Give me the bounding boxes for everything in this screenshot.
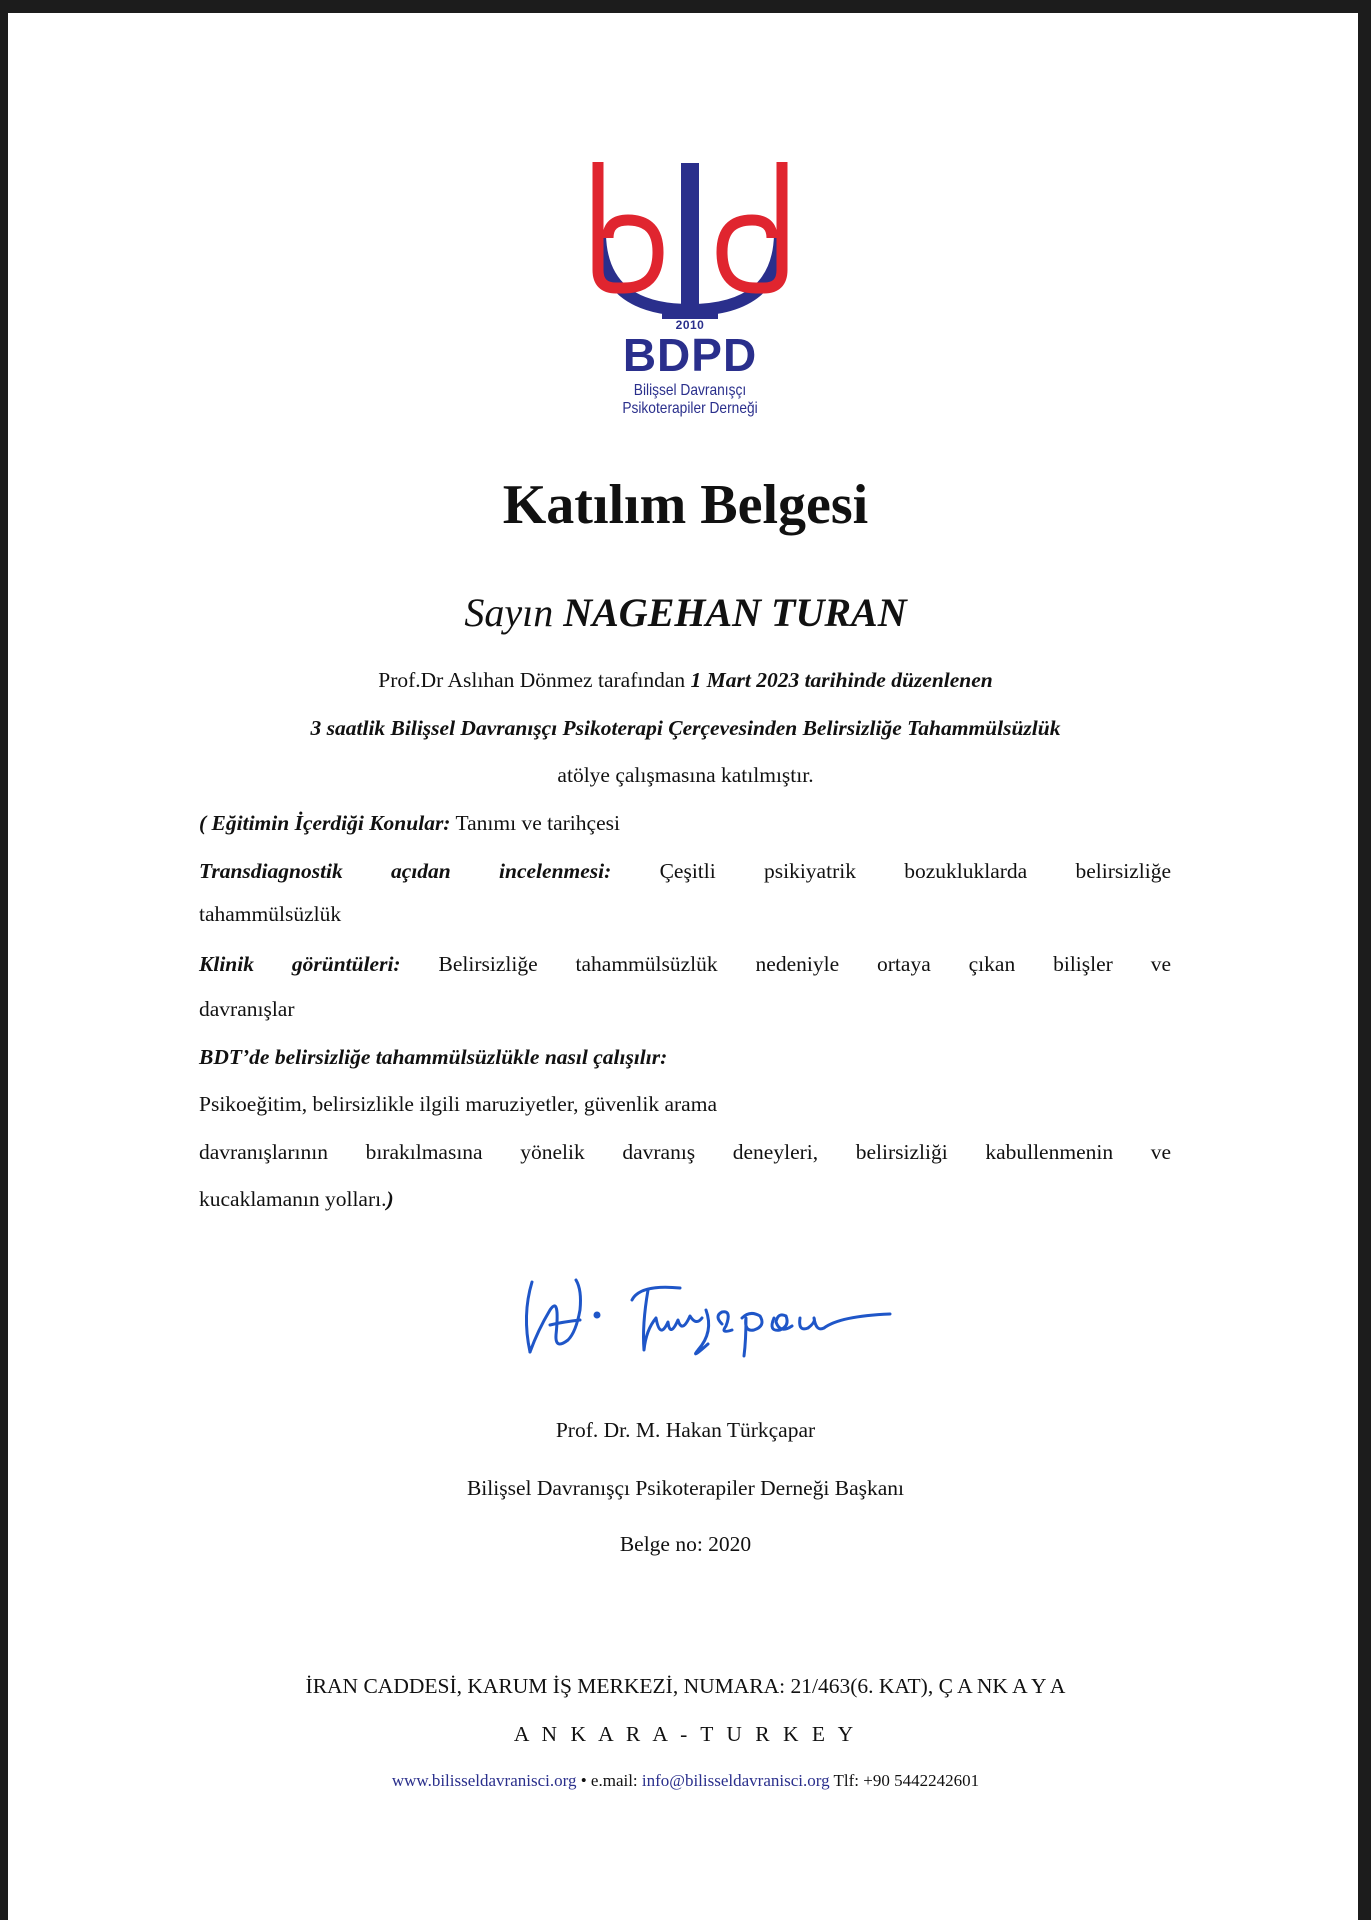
closing-parenthesis: ) — [386, 1187, 394, 1211]
logo-year: 2010 — [675, 318, 705, 332]
transdiagnostic-label: Transdiagnostik açıdan incelenmesi: — [199, 859, 612, 883]
logo-organization-name — [604, 382, 776, 418]
salutation-prefix: Sayın — [464, 590, 554, 635]
phone-number: Tlf: +90 5442242601 — [829, 1771, 980, 1790]
topics-line — [199, 809, 620, 837]
address-text: İRAN CADDESİ, KARUM İŞ MERKEZİ, NUMARA: 21/463(6. KAT), — [305, 1674, 934, 1698]
website-link[interactable]: www.bilisseldavranisci.org — [391, 1771, 577, 1790]
clinical-label: Klinik görüntüleri: — [199, 952, 401, 976]
clinical-continuation: davranışlar — [199, 997, 295, 1021]
workshop-title: 3 saatlik Bilişsel Davranışçı Psikoterapi Çerçevesinden Belirsizliğe Tahammülsüzlük — [310, 716, 1061, 740]
footer-contact — [0, 1770, 1371, 1792]
cbt-line-3 — [199, 1185, 394, 1213]
cbt-line-2: davranışlarının bırakılmasına yönelik davranış deneyleri, belirsizliği kabullenmenin ve — [199, 1140, 1171, 1164]
signer-name: Prof. Dr. M. Hakan Türkçapar — [555, 1418, 816, 1442]
clinical-line — [199, 950, 1171, 978]
logo-abbreviation: BDPD — [622, 329, 758, 381]
logo-name-line-2: Psikoterapiler Derneği — [622, 400, 758, 417]
body-line-1 — [0, 666, 1371, 694]
topics-label: ( Eğitimin İçerdiği Konular: — [199, 811, 451, 835]
topics-text: Tanımı ve tarihçesi — [455, 811, 620, 835]
certificate-title: Katılım Belgesi — [502, 474, 869, 536]
document-number: Belge no: 2020 — [619, 1532, 752, 1556]
bdpd-logo — [590, 160, 790, 425]
address-district: Ç A NK A Y A — [938, 1674, 1066, 1698]
transdiagnostic-text: Çeşitli psikiyatrik bozukluklarda belirsizliğe — [659, 859, 1172, 883]
instructor-text: Prof.Dr Aslıhan Dönmez tarafından — [378, 668, 686, 692]
signer-role: Bilişsel Davranışçı Psikoterapiler Derneği Başkanı — [466, 1476, 905, 1500]
salutation — [0, 588, 1371, 638]
cbt-line-1: Psikoeğitim, belirsizlikle ilgili maruziyetler, güvenlik arama — [199, 1092, 717, 1116]
participant-name: NAGEHAN TURAN — [563, 590, 907, 635]
cbt-line-3-text: kucaklamanın yolları. — [199, 1187, 387, 1211]
logo-name-line-1: Bilişsel Davranışçı — [633, 382, 747, 399]
cbt-label: BDT’de belirsizliğe tahammülsüzlükle nasıl çalışılır: — [199, 1045, 668, 1069]
footer-city: A N K A R A - T U R K E Y — [513, 1722, 858, 1746]
footer-address — [0, 1672, 1371, 1700]
handwritten-signature — [510, 1270, 900, 1360]
transdiagnostic-continuation: tahammülsüzlük — [199, 902, 342, 926]
event-date: 1 Mart 2023 tarihinde düzenlenen — [690, 668, 993, 692]
email-separator: • e.mail: — [576, 1771, 642, 1790]
email-link[interactable]: info@bilisseldavranisci.org — [641, 1771, 830, 1790]
transdiagnostic-line — [199, 857, 1171, 885]
psi-logo-mark — [590, 160, 790, 325]
attendance-statement: atölye çalışmasına katılmıştır. — [557, 763, 814, 787]
clinical-text: Belirsizliğe tahammülsüzlük nedeniyle ortaya çıkan bilişler ve — [438, 952, 1171, 976]
